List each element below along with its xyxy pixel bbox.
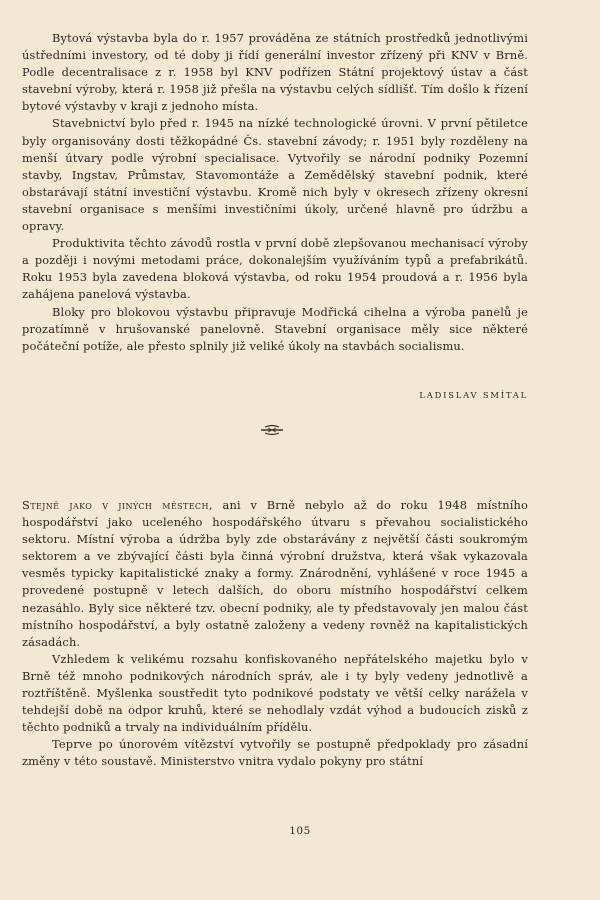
paragraph-3: Produktivita těchto závodů rostla v první době zlepšovanou mechanisací výroby a později i novými metodami práce, dokonalejším využíváním typů a prefabrikátů. Roku 1953 byla zavedena bloková výstavba, od roku 1954 proudová a r. 1956 byla zahájena panelová výstavba. — [22, 236, 528, 302]
lead-in-small-caps: Stejně jako v jiných městech, — [22, 498, 213, 512]
paragraph-5 — [22, 497, 528, 651]
article-section-1 — [22, 30, 528, 355]
page-number: 105 — [289, 825, 311, 837]
paragraph-7: Teprve po únorovém vítězství vytvořily se postupně předpoklady pro zásadní změny v této soustavě. Ministerstvo vnitra vydalo pokyny pro státní — [22, 737, 528, 769]
section-divider-ornament-icon — [258, 423, 286, 437]
paragraph-4: Bloky pro blokovou výstavbu připravuje Modřická cihelna a výroba panelů je prozatímně v hrušovanské panelovně. Stavební organisace měly sice některé počáteční potíže, ale přesto splnily již veliké úkoly na stavbách socialismu. — [22, 304, 528, 353]
paragraph-2: Stavebnictví bylo před r. 1945 na nízké technologické úrovni. V první pětiletce byly organisovány dosti těžkopádné Čs. stavební závody; r. 1951 byly rozděleny na menší útvary podle výrobní specialisace. Vytvořily se národní podniky Pozemní stavby, Ingstav, Průmstav, Stavomontáže a Zemědělský stavební podnik, které obstarávají státní investiční výstavbu. Kromě nich byly v okresech zřízeny okresní stavební organisace s menšími investičními úkoly, určené hlavně pro údržbu a opravy. — [22, 116, 528, 234]
paragraph-5-text: ani v Brně nebylo až do roku 1948 místního hospodářství jako uceleného hospodářského útvaru s převahou socialistického sektoru. Místní výroba a údržba byly zde obstarávány z největší části soukromým sektorem a ve zbývající části byla činná výrobní družstva, která však vykazovala vesměs typicky kapitalistické znaky a formy. Znárodnění, vyhlášené v roce 1945 a provedené postupně v letech dalších, do oboru místního hospodářství celkem nezasáhlo. Byly sice některé tzv. obecní podniky, ale ty představovaly jen malou část místního hospodářství, a byly ostatně založeny a vedeny rovněž na kapitalistických zásadách. — [22, 498, 529, 649]
article-section-2 — [22, 497, 528, 771]
author-signature: LADISLAV SMÍTAL — [419, 390, 528, 400]
paragraph-6: Vzhledem k velikému rozsahu konfiskovaného nepřátelského majetku bylo v Brně též mnoho podnikových národních správ, ale i ty byly vedeny jednotlivě a roztříštěně. Myšlenka soustředit tyto podnikové podstaty ve větší celky narážela v tehdejší době na odpor kruhů, které se nehodlaly vzdát výhod a budoucích zisků z těchto podniků a trvaly na individuálním přídělu. — [22, 651, 528, 735]
paragraph-1: Bytová výstavba byla do r. 1957 prováděna ze státních prostředků jednotlivými ústředními investory, od té doby ji řídí generální investor zřízený při KNV v Brně. Podle decentralisace z r. 1958 byl KNV podřízen Státní projektový ústav a část stavební výroby, která r. 1958 již přešla na výstavbu celých sídlišť. Tím došlo k řízení bytové výstavby v kraji z jednoho místa. — [22, 31, 528, 114]
